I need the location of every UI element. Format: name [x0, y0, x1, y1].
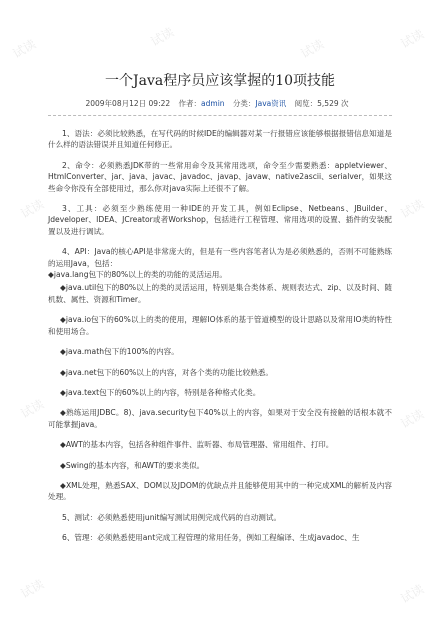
watermark: 试读: [398, 581, 427, 606]
bullet-item: ◆AWT的基本内容，包括各种组件事件、监听器、布局管理器、常用组件、打印。: [60, 440, 334, 450]
views-block: [295, 99, 349, 108]
watermark: 试读: [18, 576, 47, 601]
bullet-item: ◆XML处理，熟悉SAX、DOM以及JDOM的优缺点并且能够使用其中的一种完成XML的解析及内容处理。: [48, 480, 392, 502]
bullet-item: ◆java.util包下的80%以上的类的灵活运用，特别是集合类体系、规则表达式、zip、以及时间、随机数、属性、资源和Timer。: [48, 283, 392, 304]
post-date: 2009年08月12日 09:22: [85, 99, 171, 108]
paragraph-testing: 5、测试：必须熟悉使用junit编写测试用例完成代码的自动测试。: [62, 512, 282, 522]
article: [48, 70, 392, 553]
paragraph-management: 6、管理：必须熟悉使用ant完成工程管理的常用任务，例如工程编译、生成javadoc、生: [62, 533, 360, 543]
author-block: [179, 99, 225, 108]
watermark: 试读: [398, 196, 427, 221]
article-meta: [48, 98, 392, 116]
watermark: 试读: [398, 26, 427, 51]
author-label: 作者：: [178, 99, 202, 108]
category-label: 分类：: [232, 99, 256, 108]
bullet-item: ◆java.text包下的60%以上的内容，特别是各种格式化类。: [60, 387, 261, 397]
author-link[interactable]: admin: [201, 99, 225, 108]
category-block: [233, 99, 286, 108]
watermark: 试读: [298, 36, 327, 61]
watermark: 试读: [148, 24, 177, 49]
watermark: 试读: [10, 36, 39, 61]
paragraph-tools: 3、工具：必须至少熟练使用一种IDE的开发工具，例如Eclipse、Netbeans、JBuilder、Jdeveloper、IDEA、JCreator或者Workshop，包括进行工程管理、常用选项的设置、插件的安装配置以及进行调试。: [48, 204, 392, 236]
paragraph-syntax: 1、语法：必须比较熟悉，在写代码的时候IDE的编辑器对某一行报错应该能够根据报错信息知道是什么样的语法错误并且知道任何修正。: [48, 129, 392, 150]
watermark: 试读: [18, 196, 47, 221]
article-title: 一个Java程序员应该掌握的10项技能: [104, 73, 336, 89]
bullet-item: ◆java.math包下的100%的内容。: [60, 347, 179, 357]
bullet-item: ◆Swing的基本内容，和AWT的要求类似。: [60, 460, 205, 470]
bullet-item: ◆java.lang包下的80%以上的类的功能的灵活运用。: [48, 270, 227, 280]
bullet-item: ◆java.net包下的60%以上的内容，对各个类的功能比较熟悉。: [60, 367, 273, 377]
views-count: 5,529 次: [317, 99, 349, 108]
views-label: 阅览：: [294, 99, 318, 108]
bullet-item: ◆java.io包下的60%以上的类的使用，理解IO体系的基于管道模型的设计思路以及常用IO类的特性和使用场合。: [48, 315, 392, 336]
watermark: 试读: [398, 406, 427, 431]
watermark: 试读: [18, 396, 47, 421]
paragraph-api: 4、API：Java的核心API是非常庞大的，但是有一些内容笔者认为是必须熟悉的，否则不可能熟练的运用Java，包括：: [48, 247, 392, 268]
paragraph-commands: 2、命令：必须熟悉JDK带的一些常用命令及其常用选项，命令至少需要熟悉：appletviewer、HtmlConverter、jar、java、javac、javadoc、javap、javaw、native2ascii、serialver，如果这些命令你没有全部使用过，那么你对java实际上还很不了解。: [48, 160, 392, 193]
bullet-item: ◆熟练运用JDBC。8)、java.security包下40%以上的内容，如果对于安全没有接触的话根本就不可能掌握java。: [48, 408, 392, 429]
category-link[interactable]: Java资讯: [255, 99, 287, 108]
